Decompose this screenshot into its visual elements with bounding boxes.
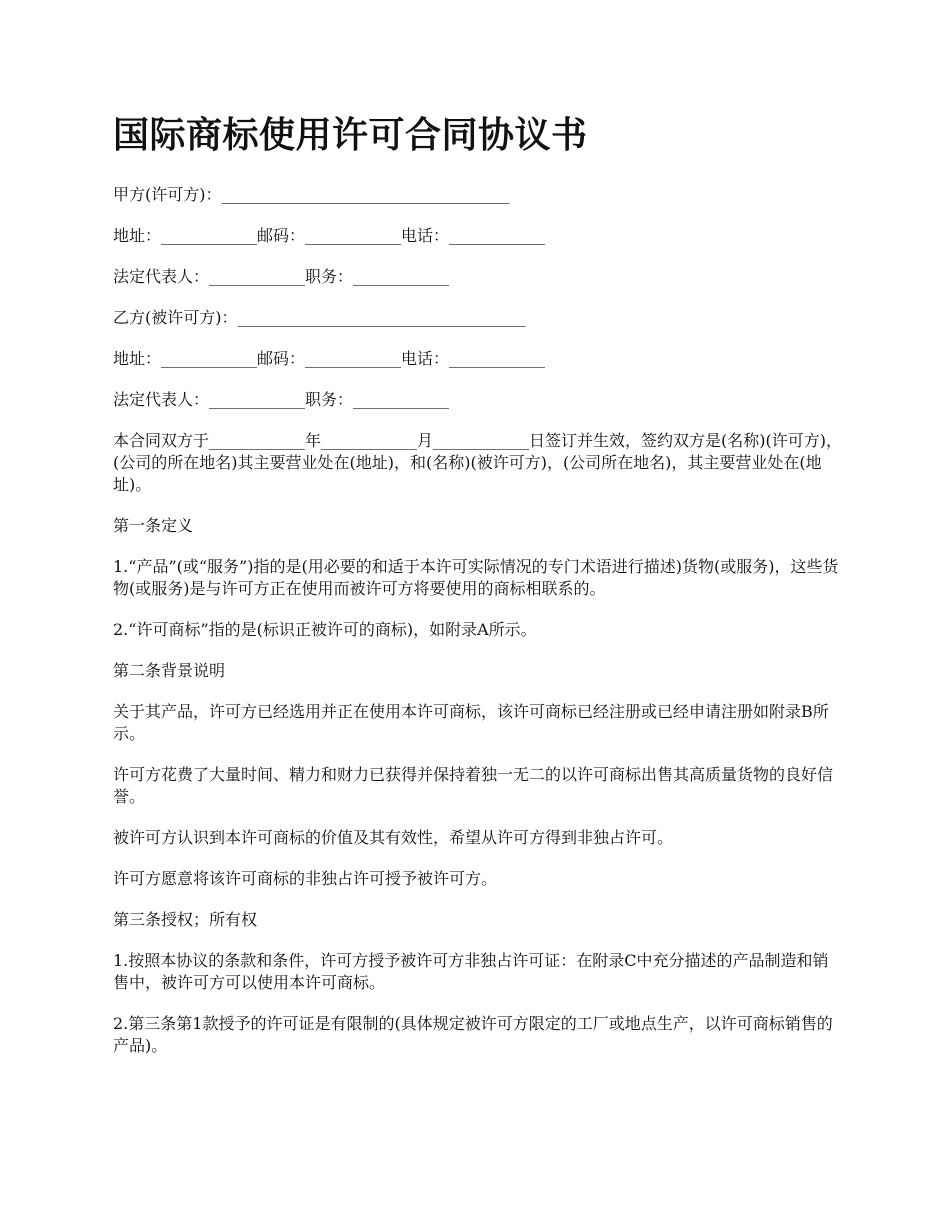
article-1-heading: 第一条定义 — [113, 516, 194, 535]
party-b-address-line: 地址：____________邮码：____________电话：____________ — [113, 349, 546, 368]
article-2-heading: 第二条背景说明 — [113, 661, 226, 680]
party-a-representative-line: 法定代表人：____________职务：____________ — [113, 267, 450, 286]
document-title: 国际商标使用许可合同协议书 — [113, 115, 588, 156]
document-page — [113, 108, 843, 1076]
contract-preamble: 本合同双方于____________年____________月____________日签订并生效，签约双方是(名称)(许可方)，(公司的所在地名)其主要营业处在(地址)，和(名称)(被许可方)，(公司所在地名)，其主要营业处在(地址)。 — [113, 431, 842, 494]
article-1-clause-2: 2.“许可商标”指的是(标识正被许可的商标)，如附录A所示。 — [113, 620, 537, 639]
article-3-clause-2: 2.第三条第1款授予的许可证是有限制的(具体规定被许可方限定的工厂或地点生产，以许可商标销售的产品)。 — [113, 1014, 833, 1055]
article-3-heading: 第三条授权；所有权 — [113, 910, 258, 929]
party-b-line: 乙方(被许可方)：____________________________________ — [113, 308, 526, 327]
article-2-paragraph-3: 被许可方认识到本许可商标的价值及其有效性，希望从许可方得到非独占许可。 — [113, 828, 674, 847]
article-2-paragraph-1: 关于其产品，许可方已经选用并正在使用本许可商标，该许可商标已经注册或已经申请注册如附录B所示。 — [113, 702, 829, 743]
party-b-representative-line: 法定代表人：____________职务：____________ — [113, 390, 450, 409]
article-3-clause-1: 1.按照本协议的条款和条件，许可方授予被许可方非独占许可证：在附录C中充分描述的产品制造和销售中，被许可方可以使用本许可商标。 — [113, 951, 829, 992]
party-a-address-line: 地址：____________邮码：____________电话：____________ — [113, 226, 546, 245]
article-2-paragraph-4: 许可方愿意将该许可商标的非独占许可授予被许可方。 — [113, 869, 498, 888]
article-2-paragraph-2: 许可方花费了大量时间、精力和财力已获得并保持着独一无二的以许可商标出售其高质量货物的良好信誉。 — [113, 765, 834, 806]
article-1-clause-1: 1.“产品”(或“服务”)指的是(用必要的和适于本许可实际情况的专门术语进行描述)货物(或服务)，这些货物(或服务)是与许可方正在使用而被许可方将要使用的商标相联系的。 — [113, 557, 839, 598]
party-a-line: 甲方(许可方)：____________________________________ — [113, 185, 510, 204]
